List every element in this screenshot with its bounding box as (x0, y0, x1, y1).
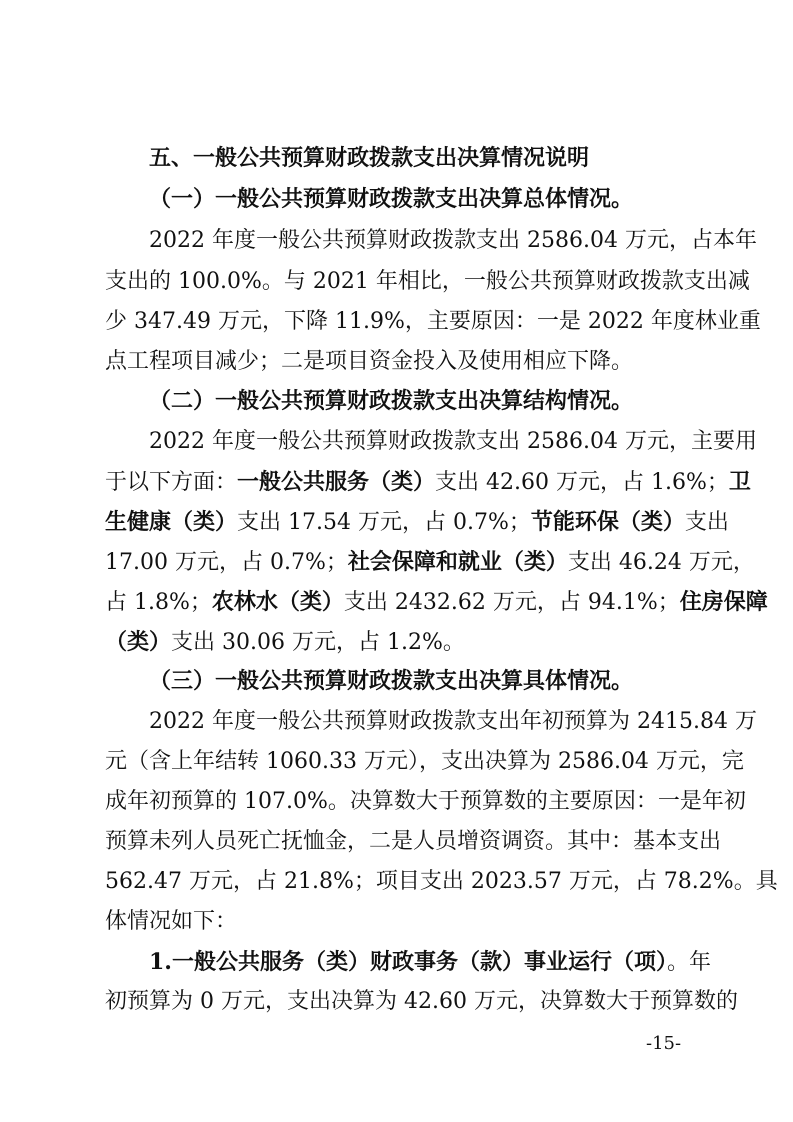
text-run: 支出 42.60 万元，占 1.6%； (435, 470, 729, 495)
paragraph-line: 成年初预算的 107.0%。决算数大于预算数的主要原因：一是年初 (105, 789, 746, 814)
category-energy-environment: 节能环保（类） (530, 509, 685, 535)
text-run: 占 1.8%； (105, 590, 212, 615)
paragraph-line: 2022 年度一般公共预算财政拨款支出 2586.04 万元，主要用 (149, 429, 757, 454)
text-run: 支出 17.54 万元，占 0.7%； (237, 510, 531, 535)
subsection-3-heading: （三）一般公共预算财政拨款支出决算具体情况。 (149, 669, 634, 694)
paragraph-line: 体情况如下： (105, 909, 238, 934)
paragraph-line (105, 506, 729, 539)
text-run: 支出 30.06 万元，占 1.2%。 (171, 630, 465, 655)
category-social-security: 社会保障和就业（类） (347, 549, 568, 575)
item-1-line (149, 946, 711, 979)
paragraph-line: 支出的 100.0%。与 2021 年相比，一般公共预算财政拨款支出减 (105, 269, 750, 294)
paragraph-line: 元（含上年结转 1060.33 万元），支出决算为 2586.04 万元，完 (105, 749, 744, 774)
paragraph-line (105, 586, 768, 619)
text-run: 于以下方面： (105, 470, 238, 495)
paragraph-line: 少 347.49 万元，下降 11.9%，主要原因：一是 2022 年度林业重 (105, 309, 761, 334)
paragraph-line: 2022 年度一般公共预算财政拨款支出 2586.04 万元，占本年 (149, 228, 757, 253)
paragraph-line: 预算未列人员死亡抚恤金，二是人员增资调资。其中：基本支出 (105, 829, 722, 854)
text-run: 支出 46.24 万元， (567, 550, 755, 575)
subsection-2-heading: （二）一般公共预算财政拨款支出决算结构情况。 (149, 389, 634, 414)
item-1-heading: 1.一般公共服务（类）财政事务（款）事业运行（项） (149, 949, 667, 975)
text-run: 支出 2432.62 万元，占 94.1%； (343, 590, 680, 615)
category-general-public-services: 一般公共服务（类） (237, 469, 436, 495)
section-title: 五、一般公共预算财政拨款支出决算情况说明 (149, 146, 590, 171)
category-health: 生健康（类） (105, 509, 238, 535)
subsection-1-heading: （一）一般公共预算财政拨款支出决算总体情况。 (149, 187, 634, 212)
category-housing-end: （类） (105, 629, 172, 655)
paragraph-line: 点工程项目减少；二是项目资金投入及使用相应下降。 (105, 349, 634, 374)
text-run: 17.00 万元，占 0.7%； (105, 550, 348, 575)
paragraph-line (105, 466, 751, 499)
paragraph-line: 562.47 万元，占 21.8%；项目支出 2023.57 万元，占 78.2%。具 (105, 869, 778, 894)
page-number: -15- (646, 1033, 682, 1054)
text-run: 。年 (666, 950, 711, 975)
category-agriculture-forestry-water: 农林水（类） (211, 589, 344, 615)
text-run: 支出 (684, 510, 729, 535)
paragraph-line: 初预算为 0 万元，支出决算为 42.60 万元，决算数大于预算数的 (105, 989, 738, 1014)
category-housing: 住房保障 (679, 589, 768, 615)
paragraph-line (105, 546, 755, 579)
paragraph-line (105, 626, 465, 659)
paragraph-line: 2022 年度一般公共预算财政拨款支出年初预算为 2415.84 万 (149, 709, 757, 734)
category-health-start: 卫 (728, 469, 751, 495)
